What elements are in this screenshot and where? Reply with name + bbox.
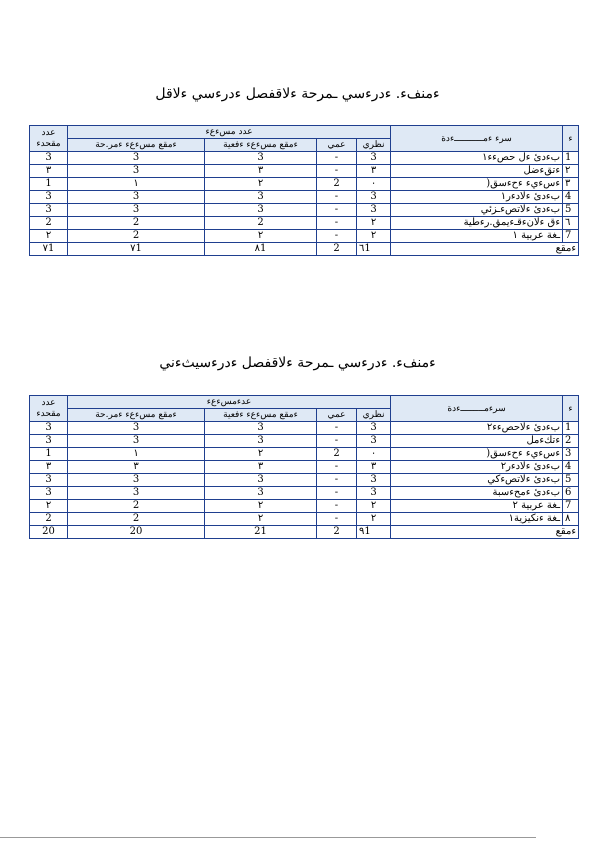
practical-cell: - [317, 165, 357, 178]
total-hours-cell: 3 [30, 204, 68, 217]
table-row [30, 204, 579, 217]
course-name-cell: ءتقءضل [391, 165, 563, 178]
theory-cell: 3 [357, 191, 391, 204]
course-name-cell: ـغة عربية ١ [391, 230, 563, 243]
sum-hours-cell: 3 [68, 191, 205, 204]
course-name-cell: ءسءيء ءحءسق( [391, 448, 563, 461]
table-row [30, 487, 579, 500]
practical-cell: - [317, 461, 357, 474]
row-number-cell: 1 [563, 422, 579, 435]
sum-hours-cell: 3 [68, 152, 205, 165]
theory-cell: ٢ [357, 513, 391, 526]
table1-title: ءمنفء. ءدرءسي ـمرحة ءلاقفصل ءدرءسي ءلاقل [155, 86, 440, 102]
course-name-cell: بءدئ ءلاتصءـزئي [391, 204, 563, 217]
theory-sum: ٦1 [357, 243, 391, 256]
actual-hours-cell: ٢ [205, 513, 317, 526]
course-name-cell: بءدئ ءمحءسبة [391, 487, 563, 500]
table-row [30, 191, 579, 204]
course-name-cell: بءدئ ءلادءر١ [391, 191, 563, 204]
sum-hours-cell: 2 [68, 513, 205, 526]
practical-cell: - [317, 500, 357, 513]
total-hours-cell: 1 [30, 448, 68, 461]
row-number-cell: 5 [563, 204, 579, 217]
table-row [30, 230, 579, 243]
table-row [30, 178, 579, 191]
theory-cell: 3 [357, 487, 391, 500]
course-name-cell: ءتكءمل [391, 435, 563, 448]
practical-cell: - [317, 217, 357, 230]
theory-sum: ٩1 [357, 526, 391, 539]
total-hours-cell: 1 [30, 178, 68, 191]
table-row [30, 500, 579, 513]
practical-cell: 2 [317, 448, 357, 461]
total-hours-cell: 3 [30, 474, 68, 487]
footer-divider [0, 837, 536, 838]
practical-header: عمي [317, 139, 357, 152]
actual-hours-header: ءمقع مسءعء ءفعية [205, 409, 317, 422]
totals-label: ءمقع [391, 243, 579, 256]
total-hours-header: عدد مقحدء [30, 126, 68, 152]
theory-cell: ٣ [357, 461, 391, 474]
total-hours-cell: 2 [30, 217, 68, 230]
sum-hours-cell: 3 [68, 165, 205, 178]
actual-hours-cell: 3 [205, 152, 317, 165]
practical-cell: - [317, 435, 357, 448]
actual-hours-cell: 3 [205, 435, 317, 448]
actual-hours-sum: ٨1 [205, 243, 317, 256]
table-row [30, 152, 579, 165]
total-hours-cell: ٣ [30, 165, 68, 178]
sum-hours-cell: 3 [68, 435, 205, 448]
sum-hours-cell: 2 [68, 230, 205, 243]
course-name-cell: ـغة ءنكيزية١ [391, 513, 563, 526]
sum-hours-cell: 3 [68, 474, 205, 487]
total-hours-cell: ٣ [30, 461, 68, 474]
practical-cell: - [317, 152, 357, 165]
practical-cell: - [317, 422, 357, 435]
course-name-cell: ءق ءلانءقـءيمق.رءطية [391, 217, 563, 230]
course-name-cell: ـغة عربية ٢ [391, 500, 563, 513]
actual-hours-cell: 3 [205, 422, 317, 435]
practical-cell: - [317, 474, 357, 487]
total-hours-cell: 3 [30, 152, 68, 165]
row-number-cell: 7 [563, 500, 579, 513]
row-number-cell: ٨ [563, 513, 579, 526]
row-number-cell: 5 [563, 474, 579, 487]
table-row [30, 448, 579, 461]
table-row [30, 513, 579, 526]
row-number-cell: 1 [563, 152, 579, 165]
total-hours-cell: 3 [30, 487, 68, 500]
total-hours-sum: ٧1 [30, 243, 68, 256]
actual-hours-cell: 2 [205, 217, 317, 230]
practical-sum: 2 [317, 243, 357, 256]
actual-hours-cell: ٢ [205, 500, 317, 513]
table2-title: ءمنفء. ءدرءسي ـمرحة ءلاقفصل ءدرءسيثءني [159, 355, 436, 371]
theory-cell: ٢ [357, 230, 391, 243]
row-number-cell: ٢ [563, 165, 579, 178]
actual-hours-cell: 3 [205, 204, 317, 217]
total-hours-header: عدد مقحدء [30, 396, 68, 422]
row-number-cell: 7 [563, 230, 579, 243]
course-name-cell: بءدئ ءلادءر٢ [391, 461, 563, 474]
table-row [30, 461, 579, 474]
study-plan-table-1 [29, 125, 579, 256]
practical-header: عمي [317, 409, 357, 422]
row-number-cell: 2 [563, 435, 579, 448]
row-number-cell: 4 [563, 461, 579, 474]
actual-hours-sum: 21 [205, 526, 317, 539]
total-hours-cell: ٢ [30, 230, 68, 243]
total-hours-cell: 3 [30, 191, 68, 204]
sum-hours-header: ءمقع مسءعء ءمر.حة [68, 409, 205, 422]
practical-cell: - [317, 204, 357, 217]
theory-cell: 3 [357, 422, 391, 435]
sum-hours-sum: 20 [68, 526, 205, 539]
total-hours-cell: ٢ [30, 500, 68, 513]
row-number-header: ء [563, 396, 579, 422]
practical-cell: - [317, 191, 357, 204]
sum-hours-cell: 3 [68, 204, 205, 217]
table-row [30, 474, 579, 487]
totals-label: ءمقع [391, 526, 579, 539]
practical-sum: 2 [317, 526, 357, 539]
totals-row [30, 526, 579, 539]
row-number-header: ء [563, 126, 579, 152]
table-row [30, 165, 579, 178]
course-name-header: سرءمـــــــــءدة [391, 396, 563, 422]
theory-cell: 3 [357, 435, 391, 448]
hours-group-header: عدد مسءعء [68, 126, 391, 139]
header-row [30, 396, 579, 409]
actual-hours-cell: 3 [205, 487, 317, 500]
row-number-cell: ٣ [563, 178, 579, 191]
sum-hours-cell: 2 [68, 500, 205, 513]
hours-group-header: عدءمسءعء [68, 396, 391, 409]
table-row [30, 422, 579, 435]
table-row [30, 217, 579, 230]
theory-cell: ٢ [357, 500, 391, 513]
practical-cell: - [317, 487, 357, 500]
theory-cell: ٢ [357, 217, 391, 230]
theory-header: نظري [357, 139, 391, 152]
theory-cell: 3 [357, 474, 391, 487]
theory-cell: ٠ [357, 178, 391, 191]
course-name-cell: بءدئ ءلاتصءكي [391, 474, 563, 487]
table-row [30, 435, 579, 448]
sum-hours-cell: 3 [68, 422, 205, 435]
actual-hours-cell: 3 [205, 191, 317, 204]
theory-header: نظري [357, 409, 391, 422]
row-number-cell: ٦ [563, 217, 579, 230]
sum-hours-cell: 2 [68, 217, 205, 230]
theory-cell: 3 [357, 204, 391, 217]
row-number-cell: 4 [563, 191, 579, 204]
actual-hours-cell: ٢ [205, 230, 317, 243]
total-hours-cell: 3 [30, 435, 68, 448]
theory-cell: ٠ [357, 448, 391, 461]
sum-hours-cell: ٣ [68, 461, 205, 474]
sum-hours-cell: ١ [68, 448, 205, 461]
course-name-cell: ءسءيء ءحءسق( [391, 178, 563, 191]
sum-hours-cell: ١ [68, 178, 205, 191]
totals-row [30, 243, 579, 256]
theory-cell: 3 [357, 152, 391, 165]
sum-hours-cell: 3 [68, 487, 205, 500]
sum-hours-header: ءمقع مسءعء ءمر.حة [68, 139, 205, 152]
study-plan-table-2 [29, 395, 579, 539]
theory-cell: ٣ [357, 165, 391, 178]
actual-hours-cell: ٣ [205, 165, 317, 178]
total-hours-sum: 20 [30, 526, 68, 539]
practical-cell: - [317, 230, 357, 243]
practical-cell: 2 [317, 178, 357, 191]
actual-hours-cell: ٢ [205, 178, 317, 191]
practical-cell: - [317, 513, 357, 526]
row-number-cell: 3 [563, 448, 579, 461]
sum-hours-sum: ٧1 [68, 243, 205, 256]
course-name-header: سرء ءمـــــــــــءدة [391, 126, 563, 152]
total-hours-cell: 3 [30, 422, 68, 435]
actual-hours-cell: 3 [205, 474, 317, 487]
header-row [30, 126, 579, 139]
course-name-cell: بءدئ ءل حصءء١ [391, 152, 563, 165]
course-name-cell: بءدئ ءلاحصءء٢ [391, 422, 563, 435]
row-number-cell: 6 [563, 487, 579, 500]
actual-hours-cell: ٣ [205, 461, 317, 474]
total-hours-cell: 2 [30, 513, 68, 526]
actual-hours-cell: ٢ [205, 448, 317, 461]
actual-hours-header: ءمقع مسءعء ءفعية [205, 139, 317, 152]
